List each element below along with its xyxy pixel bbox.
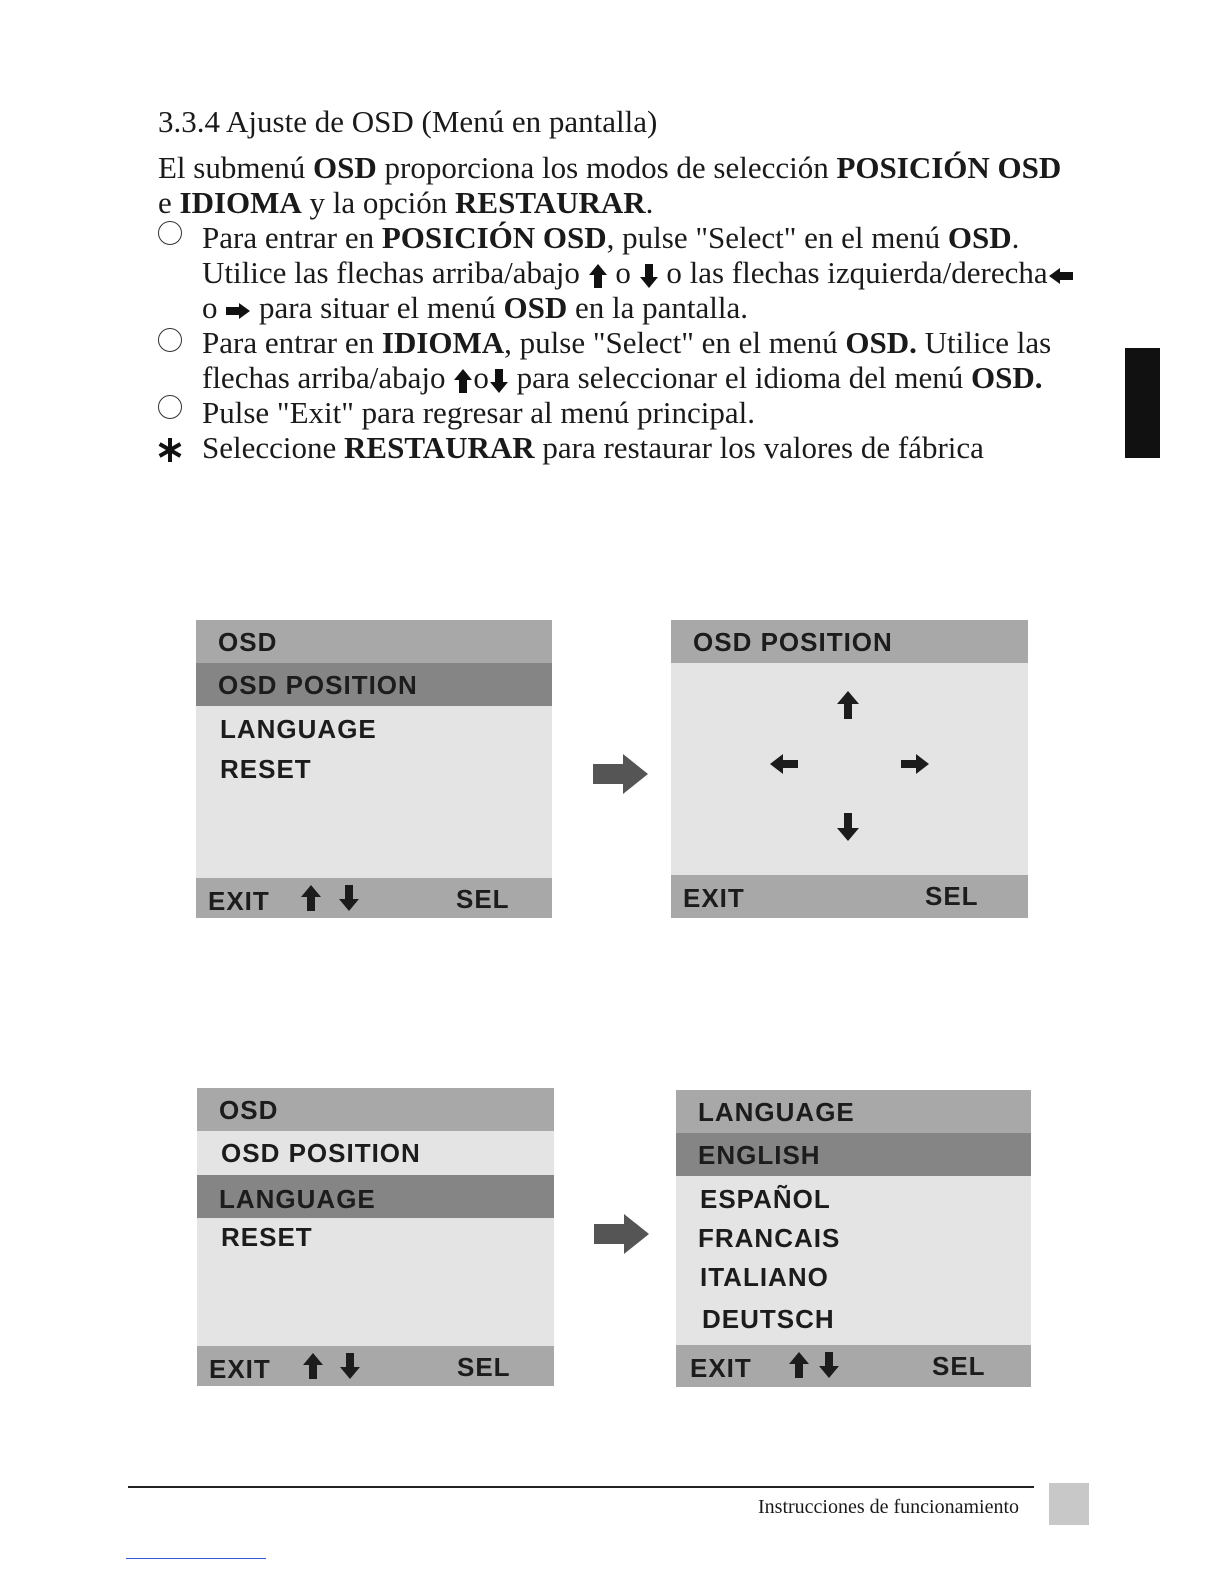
arrow-up-icon [302,1352,324,1380]
section-heading: 3.3.4 Ajuste de OSD (Menú en pantalla) [158,104,658,139]
arrow-down-icon [489,368,509,394]
osd-menu-item-osd-position[interactable]: OSD POSITION [196,663,552,706]
arrow-down-icon [818,1351,840,1379]
osd-position-title: OSD POSITION [671,620,1028,663]
sel-label[interactable]: SEL [932,1351,986,1381]
arrow-down-icon [639,263,659,289]
item1-line-3: o para situar el menú OSD en la pantalla. [202,290,748,325]
language-option-italiano[interactable]: ITALIANO [700,1262,829,1292]
footer-text: Instrucciones de funcionamiento [758,1496,1020,1518]
osd-menu-item-language[interactable]: LANGUAGE [220,714,377,744]
position-up-arrow-icon[interactable] [836,690,860,720]
item1-line-1: Para entrar en POSICIÓN OSD, pulse "Select" en el menú OSD. [202,220,1020,255]
osd-menu-footer [197,1346,554,1386]
arrow-up-icon [588,263,608,289]
footer-rule [128,1486,1034,1488]
intro-line-2: e IDIOMA y la opción RESTAURAR. [158,185,654,220]
item4-line: Seleccione RESTAURAR para restaurar los valores de fábrica [202,430,984,465]
osd-position-panel [671,620,1028,918]
language-option-francais[interactable]: FRANCAIS [698,1223,841,1253]
exit-label[interactable]: EXIT [208,886,270,916]
item2-line-1: Para entrar en IDIOMA, pulse "Select" en el menú OSD. Utilice las [202,325,1052,360]
arrow-left-icon [1048,267,1074,285]
intro-line-1: El submenú OSD proporciona los modos de selección POSICIÓN OSD [158,150,1062,185]
osd-position-footer [671,875,1028,918]
arrow-up-icon [453,368,473,394]
chapter-tab-marker [1125,348,1160,458]
item2-line-2: flechas arriba/abajo o para seleccionar el idioma del menú OSD. [202,360,1043,395]
flow-arrow-icon [594,1214,650,1254]
page-number-box [1049,1483,1089,1525]
footer-link-underline [126,1558,266,1559]
language-panel [676,1090,1031,1387]
language-option-deutsch[interactable]: DEUTSCH [702,1304,835,1334]
bullet-circle-icon [158,395,182,419]
osd-menu-item-language[interactable]: LANGUAGE [197,1175,554,1218]
arrow-up-icon [788,1351,810,1379]
exit-label[interactable]: EXIT [209,1354,271,1384]
arrow-down-icon [338,884,360,912]
osd-menu-title: OSD [196,620,552,663]
arrow-right-icon [225,302,251,320]
position-down-arrow-icon[interactable] [836,812,860,842]
item3-line: Pulse "Exit" para regresar al menú principal. [202,395,755,430]
position-left-arrow-icon[interactable] [769,753,799,775]
arrow-up-icon [300,884,322,912]
language-footer [676,1345,1031,1387]
osd-menu-item-osd-position[interactable]: OSD POSITION [221,1138,421,1168]
osd-menu-item-reset[interactable]: RESET [221,1222,313,1252]
sel-label[interactable]: SEL [925,881,979,911]
osd-menu-title: OSD [197,1088,554,1131]
language-title: LANGUAGE [676,1090,1031,1133]
asterisk-icon [156,436,184,464]
language-option-english[interactable]: ENGLISH [676,1133,1031,1176]
osd-menu-panel-language-selected [197,1088,554,1386]
exit-label[interactable]: EXIT [690,1353,752,1383]
arrow-down-icon [339,1352,361,1380]
position-right-arrow-icon[interactable] [900,753,930,775]
osd-menu-panel-position-selected [196,620,552,918]
sel-label[interactable]: SEL [456,884,510,914]
bullet-circle-icon [158,221,182,245]
sel-label[interactable]: SEL [457,1352,511,1382]
language-option-espanol[interactable]: ESPAÑOL [700,1184,831,1214]
item1-line-2: Utilice las flechas arriba/abajo o o las flechas izquierda/derecha [202,255,1074,290]
osd-menu-footer [196,878,552,918]
flow-arrow-icon [593,754,649,794]
bullet-circle-icon [158,328,182,352]
osd-menu-item-reset[interactable]: RESET [220,754,312,784]
exit-label[interactable]: EXIT [683,883,745,913]
